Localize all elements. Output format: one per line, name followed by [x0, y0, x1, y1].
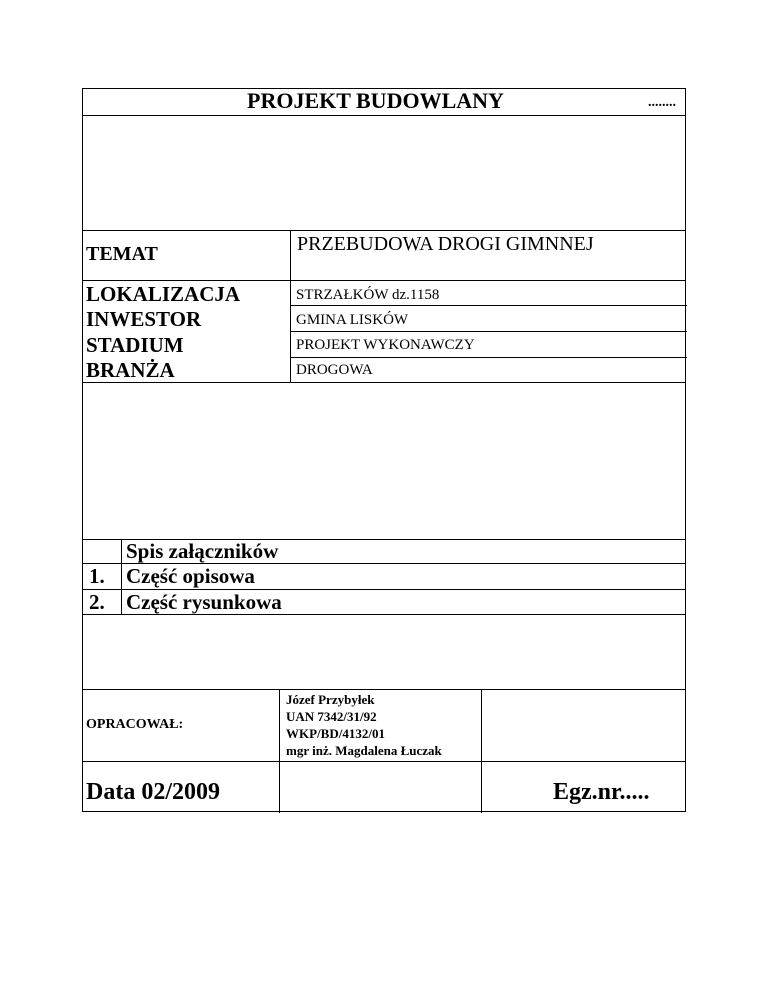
copy-number-dots: ........ — [648, 95, 676, 110]
lokalizacja-label: LOKALIZACJA — [86, 282, 241, 306]
author-line: mgr inż. Magdalena Łuczak — [286, 743, 442, 758]
temat-label: TEMAT — [86, 243, 158, 265]
document-title: PROJEKT BUDOWLANY — [247, 88, 504, 113]
row-divider — [83, 280, 685, 281]
author-line: UAN 7342/31/92 — [286, 709, 377, 724]
attachment-label: Część opisowa — [126, 564, 255, 588]
temat-value: PRZEBUDOWA DROGI GIMNNEJ — [297, 233, 594, 255]
row-divider — [83, 689, 685, 690]
branza-value: DROGOWA — [296, 362, 373, 378]
column-divider — [279, 689, 280, 813]
stadium-label: STADIUM — [86, 333, 184, 357]
opracowal-label: OPRACOWAŁ: — [86, 717, 184, 732]
attachment-number: 1. — [89, 564, 105, 588]
column-divider — [481, 689, 482, 813]
row-divider — [83, 230, 685, 231]
row-divider — [290, 305, 687, 306]
column-divider — [290, 230, 291, 382]
row-divider — [83, 115, 685, 116]
row-divider — [290, 357, 687, 358]
author-line: Józef Przybyłek — [286, 692, 375, 707]
row-divider — [83, 382, 685, 383]
stadium-value: PROJEKT WYKONAWCZY — [296, 337, 475, 353]
row-divider — [83, 614, 685, 615]
attachments-heading: Spis załączników — [126, 539, 279, 563]
inwestor-value: GMINA LISKÓW — [296, 312, 409, 328]
row-divider — [83, 761, 685, 762]
lokalizacja-value: STRZAŁKÓW dz.1158 — [296, 287, 440, 303]
title-sheet-table — [82, 88, 686, 812]
copy-number: Egz.nr..... — [553, 779, 650, 805]
branza-label: BRANŻA — [86, 358, 175, 382]
date-label: Data 02/2009 — [86, 779, 220, 805]
column-divider — [121, 539, 122, 614]
row-divider — [290, 331, 687, 332]
author-line: WKP/BD/4132/01 — [286, 726, 385, 741]
attachment-number: 2. — [89, 590, 105, 614]
inwestor-label: INWESTOR — [86, 307, 202, 331]
attachment-label: Część rysunkowa — [126, 590, 282, 614]
